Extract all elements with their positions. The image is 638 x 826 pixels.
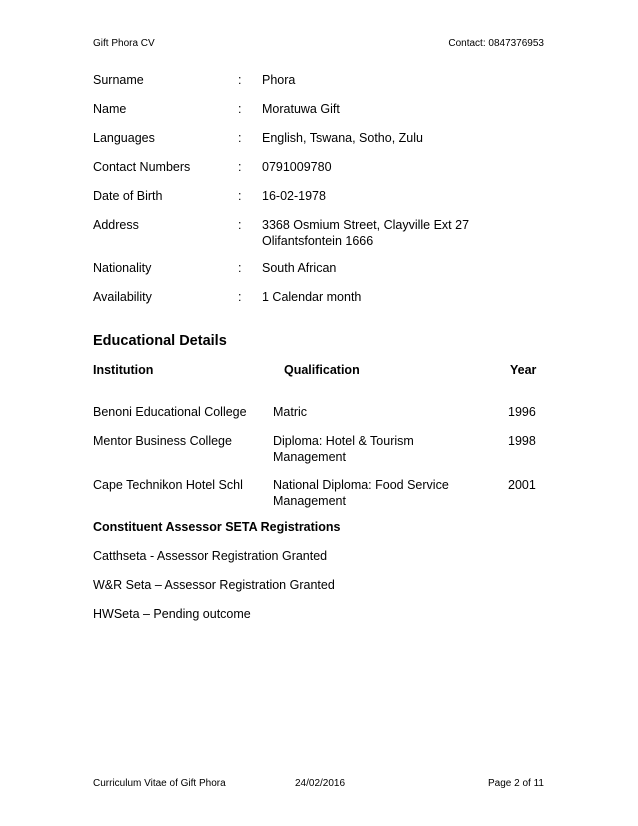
- field-value: South African: [262, 261, 337, 275]
- section-title-seta: Constituent Assessor SETA Registrations: [93, 520, 341, 534]
- footer-left-text: Curriculum Vitae of Gift Phora: [93, 778, 226, 789]
- field-separator: :: [238, 131, 242, 145]
- column-header-qualification: Qualification: [284, 363, 360, 377]
- field-label: Name: [93, 102, 127, 116]
- cell-qualification-line2: Management: [273, 494, 346, 508]
- field-label: Address: [93, 218, 139, 232]
- cell-institution: Benoni Educational College: [93, 405, 247, 419]
- field-separator: :: [238, 218, 242, 232]
- header-left-text: Gift Phora CV: [93, 38, 155, 49]
- field-value: 3368 Osmium Street, Clayville Ext 27: [262, 218, 470, 232]
- field-value: 0791009780: [262, 160, 332, 174]
- field-label: Nationality: [93, 261, 152, 275]
- cell-institution: Cape Technikon Hotel Schl: [93, 478, 243, 492]
- field-value: 1 Calendar month: [262, 290, 362, 304]
- field-label: Date of Birth: [93, 189, 163, 203]
- list-item: HWSeta – Pending outcome: [93, 607, 251, 621]
- field-separator: :: [238, 73, 242, 87]
- field-value-line2: Olifantsfontein 1666: [262, 234, 374, 248]
- cell-qualification: Diploma: Hotel & Tourism: [273, 434, 414, 448]
- field-separator: :: [238, 261, 242, 275]
- footer-date: 24/02/2016: [295, 778, 346, 789]
- cell-year: 2001: [508, 478, 536, 492]
- cell-qualification-line2: Management: [273, 450, 346, 464]
- column-header-year: Year: [510, 363, 537, 377]
- section-title-education: Educational Details: [93, 333, 227, 349]
- cell-year: 1998: [508, 434, 536, 448]
- list-item: Catthseta - Assessor Registration Granted: [93, 549, 328, 563]
- field-separator: :: [238, 189, 242, 203]
- column-header-institution: Institution: [93, 363, 154, 377]
- cell-qualification: Matric: [273, 405, 308, 419]
- field-value: Moratuwa Gift: [262, 102, 340, 116]
- header-right-contact: Contact: 0847376953: [448, 38, 544, 49]
- field-separator: :: [238, 160, 242, 174]
- field-value: 16-02-1978: [262, 189, 326, 203]
- field-label: Availability: [93, 290, 152, 304]
- field-value: English, Tswana, Sotho, Zulu: [262, 131, 423, 145]
- field-separator: :: [238, 102, 242, 116]
- field-label: Contact Numbers: [93, 160, 191, 174]
- list-item: W&R Seta – Assessor Registration Granted: [93, 578, 335, 592]
- field-label: Surname: [93, 73, 144, 87]
- field-label: Languages: [93, 131, 155, 145]
- cell-year: 1996: [508, 405, 536, 419]
- field-value: Phora: [262, 73, 296, 87]
- cell-qualification: National Diploma: Food Service: [273, 478, 449, 492]
- footer-page-number: Page 2 of 11: [488, 778, 544, 789]
- field-separator: :: [238, 290, 242, 304]
- cell-institution: Mentor Business College: [93, 434, 232, 448]
